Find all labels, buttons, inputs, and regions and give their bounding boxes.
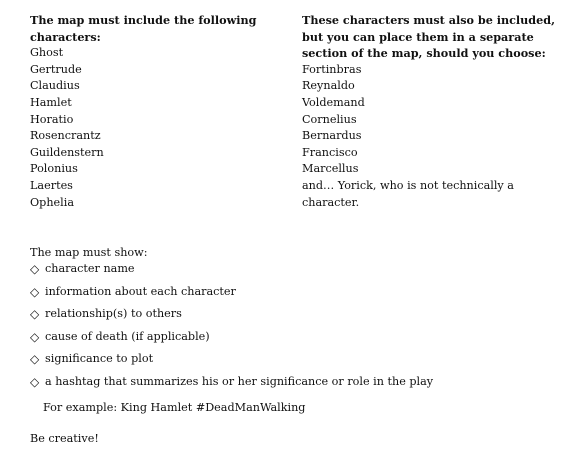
list-item: Polonius: [30, 162, 78, 176]
example-line: For example: King Hamlet #DeadManWalking: [43, 401, 306, 414]
list-item: Gertrude: [30, 62, 82, 76]
requirement-text: a hashtag that summarizes his or her significance or role in the play: [45, 374, 434, 388]
required-characters-heading: The map must include the following characters:: [30, 13, 257, 44]
optional-characters-section: [302, 12, 562, 211]
list-item: [30, 374, 560, 397]
requirement-text: relationship(s) to others: [45, 307, 182, 321]
list-item: Rosencrantz: [30, 129, 101, 143]
diamond-bullet-icon: ◇: [30, 374, 40, 389]
list-item: Fortinbras: [302, 62, 362, 76]
diamond-bullet-icon: ◇: [30, 329, 40, 344]
requirement-text: significance to plot: [45, 352, 154, 366]
list-item: [30, 284, 560, 307]
list-item: Bernardus: [302, 129, 362, 143]
list-item: [30, 351, 560, 374]
optional-characters-heading: These characters must also be included, but you can place them in a separate section of the map, should you choose:: [302, 13, 555, 61]
list-item: and… Yorick, who is not technically a character.: [302, 178, 514, 209]
list-item: Laertes: [30, 178, 73, 192]
diamond-bullet-icon: ◇: [30, 284, 40, 299]
required-characters-section: [30, 12, 285, 211]
list-item: Horatio: [30, 112, 74, 126]
list-item: Ophelia: [30, 195, 74, 209]
list-item: Hamlet: [30, 95, 72, 109]
list-item: Guildenstern: [30, 145, 104, 159]
map-requirements-section: [30, 245, 560, 397]
diamond-bullet-icon: ◇: [30, 307, 40, 322]
list-item: Reynaldo: [302, 79, 355, 93]
list-item: Marcellus: [302, 162, 359, 176]
map-requirements-list: [30, 261, 560, 397]
requirement-text: character name: [45, 262, 135, 275]
required-characters-list: [30, 45, 285, 211]
list-item: Voldemand: [302, 95, 365, 109]
list-item: [30, 329, 560, 352]
list-item: Cornelius: [302, 112, 357, 126]
list-item: Francisco: [302, 145, 358, 159]
optional-characters-list: [302, 62, 562, 211]
diamond-bullet-icon: ◇: [30, 262, 40, 276]
list-item: Ghost: [30, 46, 64, 60]
requirement-text: cause of death (if applicable): [45, 329, 210, 343]
requirement-text: information about each character: [45, 284, 236, 298]
list-item: [30, 306, 560, 329]
closing-line: Be creative!: [30, 432, 99, 445]
map-requirements-intro: The map must show:: [30, 246, 148, 259]
list-item: [30, 261, 560, 284]
list-item: Claudius: [30, 79, 80, 93]
diamond-bullet-icon: ◇: [30, 352, 40, 367]
